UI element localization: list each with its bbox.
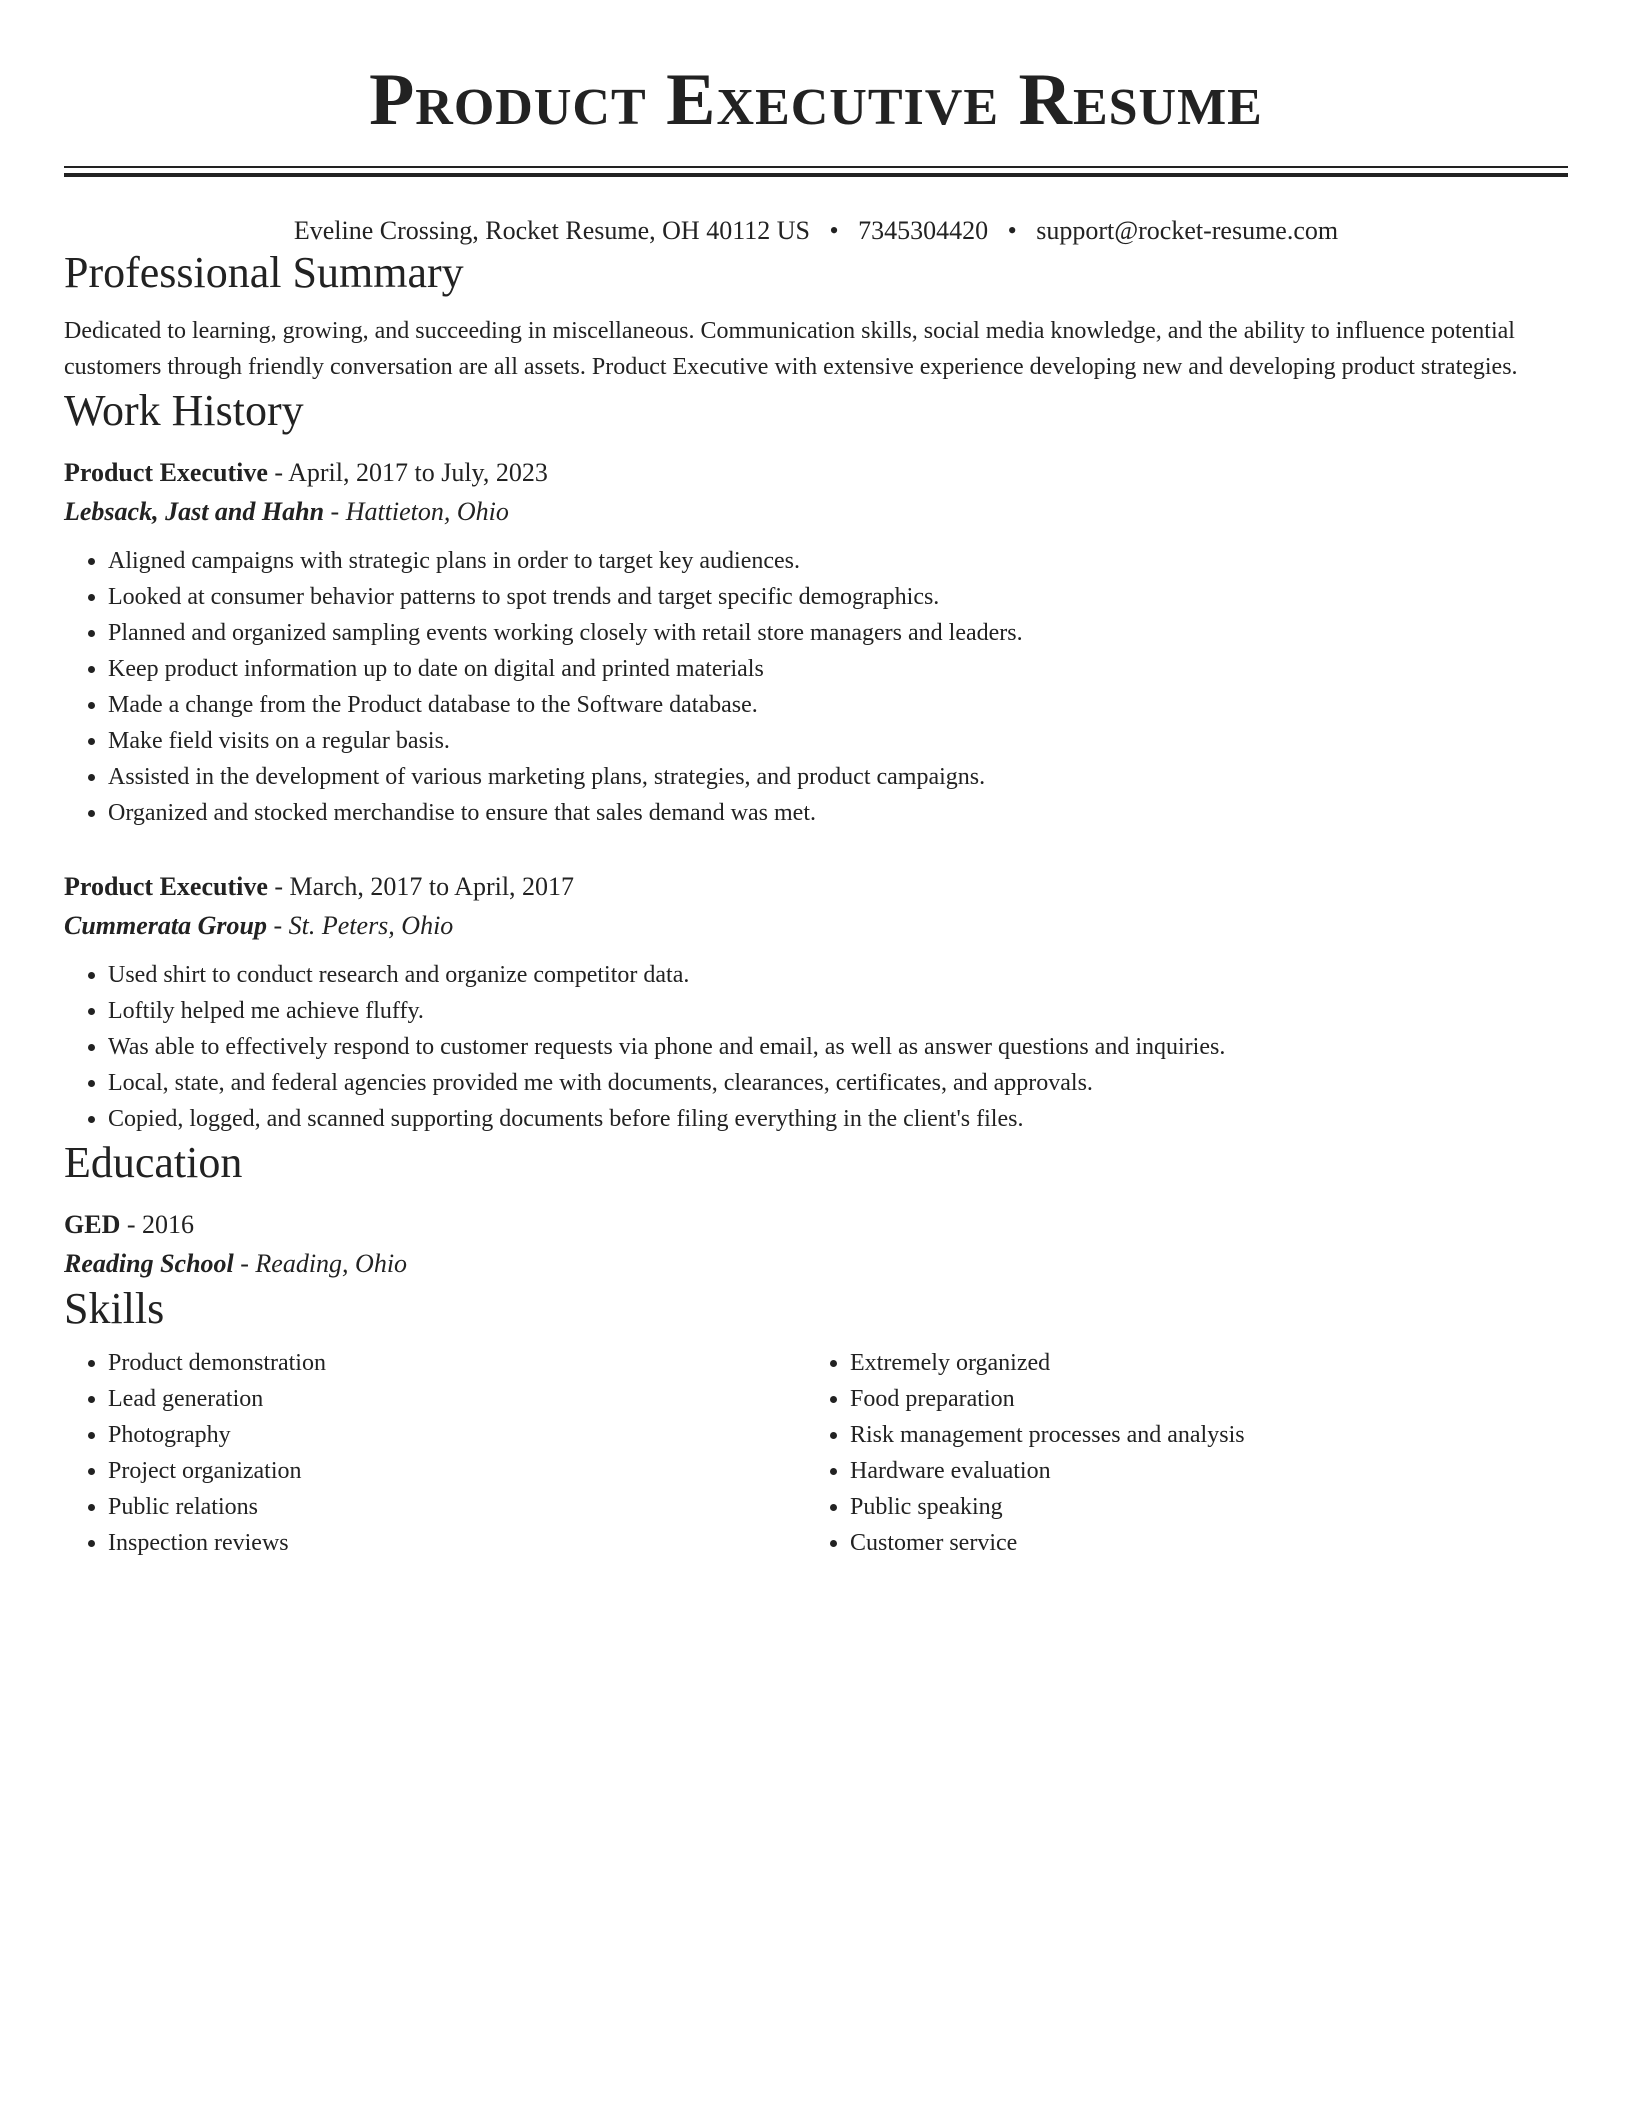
job-bullet: • Assisted in the development of various marketing plans, strategies, and product campaigns. [108, 759, 1568, 795]
education-year: - 2016 [120, 1210, 195, 1239]
skill-item: • Public relations [108, 1489, 806, 1525]
job-bullet: • Looked at consumer behavior patterns to spot trends and target specific demographics. [108, 579, 1568, 615]
skills-column-left [64, 1345, 806, 1561]
skill-item: • Project organization [108, 1453, 806, 1489]
contact-phone: 7345304420 [858, 216, 989, 245]
job-company: Lebsack, Jast and Hahn [64, 497, 325, 526]
job-dates: - March, 2017 to April, 2017 [267, 872, 575, 901]
education-school: Reading School [64, 1249, 234, 1278]
job-bullet: • Aligned campaigns with strategic plans in order to target key audiences. [108, 543, 1568, 579]
contact-line [64, 215, 1568, 247]
summary-heading: Professional Summary [64, 248, 464, 297]
skills-list [64, 1345, 806, 1561]
job-bullet: • Organized and stocked merchandise to ensure that sales demand was met. [108, 795, 1568, 831]
work-history-heading: Work History [64, 386, 304, 435]
education-heading: Education [64, 1138, 243, 1187]
job-dates: - April, 2017 to July, 2023 [267, 458, 548, 487]
skill-item: • Product demonstration [108, 1345, 806, 1381]
job-bullet: • Make field visits on a regular basis. [108, 723, 1568, 759]
job-bullet: • Was able to effectively respond to customer requests via phone and email, as well as answer questions and inquiries. [108, 1029, 1568, 1065]
job-bullet: • Copied, logged, and scanned supporting documents before filing everything in the client's files. [108, 1101, 1568, 1137]
contact-address: Eveline Crossing, Rocket Resume, OH 40112 US [293, 216, 810, 245]
job-title: Product Executive [64, 458, 268, 487]
contact-email: support@rocket-resume.com [1036, 216, 1339, 245]
job-company: Cummerata Group [64, 911, 267, 940]
summary-text: Dedicated to learning, growing, and succeeding in miscellaneous. Communication skills, social media knowledge, and the ability to influence potential customers through friendly conversation are all assets. Product Executive with extensive experience developing new and developing product strategies. [64, 318, 1518, 380]
contact-separator: • [829, 216, 839, 245]
skill-item: • Public speaking [850, 1489, 1548, 1525]
job-location: - St. Peters, Ohio [267, 911, 454, 940]
skill-item: • Hardware evaluation [850, 1453, 1548, 1489]
education-degree: GED [64, 1210, 121, 1239]
skill-item: • Risk management processes and analysis [850, 1417, 1548, 1453]
education-entry [64, 1205, 1568, 1283]
resume-title: Product Executive Resume [369, 59, 1263, 141]
skill-item: • Inspection reviews [108, 1525, 806, 1561]
education-school-line [64, 1244, 1568, 1283]
job-entry [64, 867, 1568, 1137]
job-bullet: • Keep product information up to date on digital and printed materials [108, 651, 1568, 687]
job-entry [64, 453, 1568, 831]
job-title-line [64, 867, 1568, 906]
education-degree-line [64, 1205, 1568, 1244]
job-bullet: • Made a change from the Product database to the Software database. [108, 687, 1568, 723]
skills-column-right [806, 1345, 1548, 1561]
skill-item: • Extremely organized [850, 1345, 1548, 1381]
skills-grid [64, 1345, 1568, 1561]
job-bullet: • Used shirt to conduct research and organize competitor data. [108, 957, 1568, 993]
job-location: - Hattieton, Ohio [324, 497, 509, 526]
job-title: Product Executive [64, 872, 268, 901]
skills-heading: Skills [64, 1284, 165, 1333]
job-company-line [64, 906, 1568, 945]
skill-item: • Food preparation [850, 1381, 1548, 1417]
title-divider [64, 166, 1568, 177]
job-bullet: • Planned and organized sampling events working closely with retail store managers and leaders. [108, 615, 1568, 651]
job-company-line [64, 492, 1568, 531]
skill-item: • Customer service [850, 1525, 1548, 1561]
job-bullet-list [64, 957, 1568, 1137]
skill-item: • Lead generation [108, 1381, 806, 1417]
job-title-line [64, 453, 1568, 492]
skill-item: • Photography [108, 1417, 806, 1453]
contact-separator: • [1007, 216, 1017, 245]
job-bullet: • Loftily helped me achieve fluffy. [108, 993, 1568, 1029]
skills-list [806, 1345, 1548, 1561]
job-bullet-list [64, 543, 1568, 831]
job-bullet: • Local, state, and federal agencies provided me with documents, clearances, certificates, and approvals. [108, 1065, 1568, 1101]
education-location: - Reading, Ohio [233, 1249, 408, 1278]
